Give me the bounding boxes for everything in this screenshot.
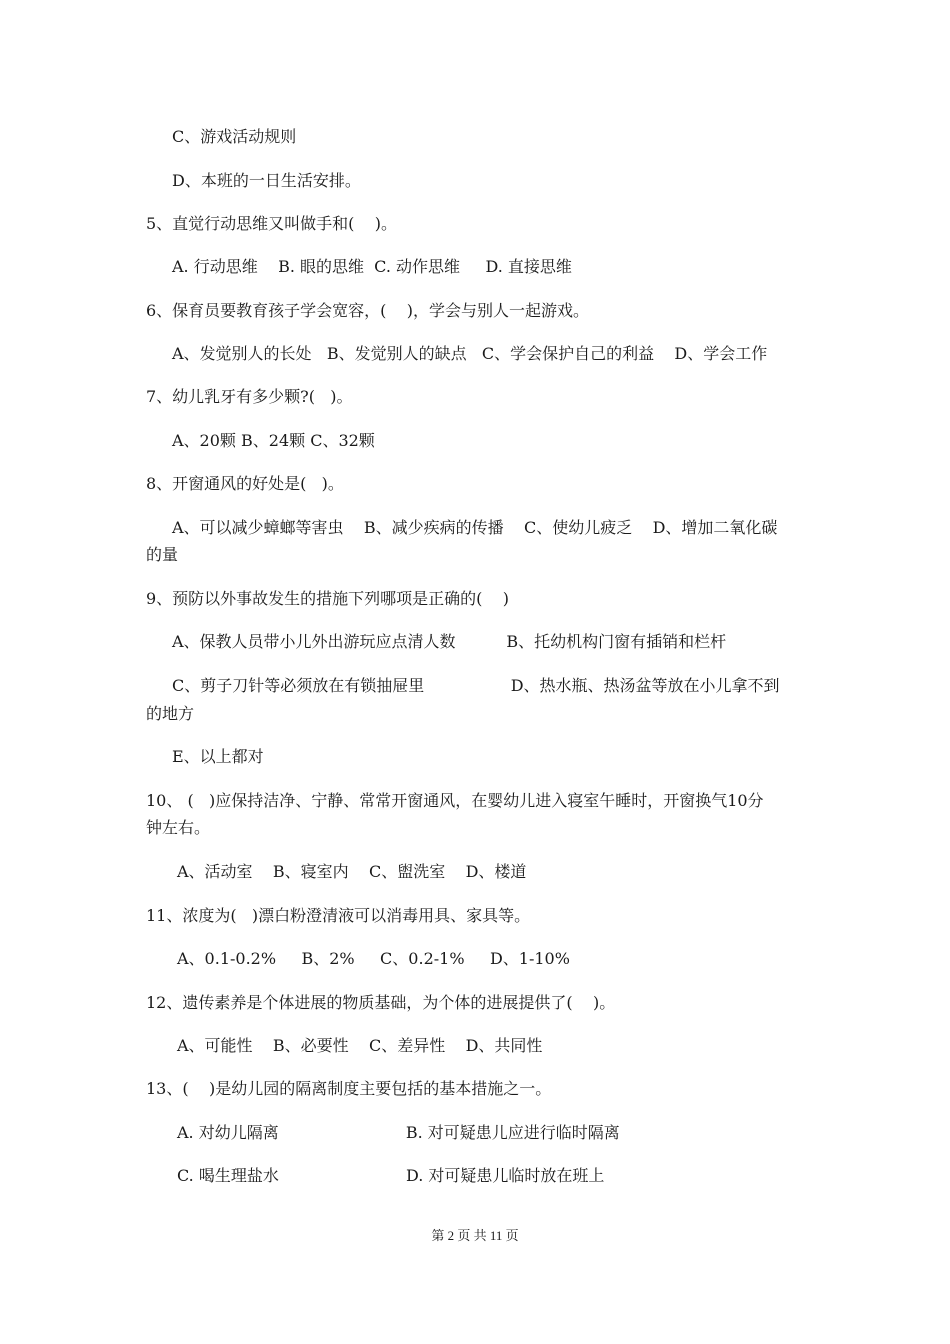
options-q13-ab: A. 对幼儿隔离 B. 对可疑患儿应进行临时隔离: [177, 1123, 620, 1142]
question-12: 12、遗传素养是个体进展的物质基础，为个体的进展提供了( )。: [146, 993, 616, 1012]
options-q9-ab: A、保教人员带小儿外出游玩应点清人数 B、托幼机构门窗有插销和栏杆: [172, 632, 727, 651]
options-q8-continued: 的量: [146, 545, 179, 564]
question-10-continued: 钟左右。: [146, 818, 211, 837]
option-e-q9: E、以上都对: [172, 747, 264, 766]
options-q9-cd: C、剪子刀针等必须放在有锁抽屉里 D、热水瓶、热汤盆等放在小儿拿不到: [172, 676, 780, 695]
question-6: 6、保育员要教育孩子学会宽容，( )，学会与别人一起游戏。: [146, 301, 590, 320]
options-q9-cd-continued: 的地方: [146, 704, 195, 723]
options-q7: A、20颗 B、24颗 C、32颗: [172, 431, 375, 450]
option-c-q4: C、游戏活动规则: [172, 127, 297, 146]
page-footer: 第 2 页 共 11 页: [431, 1228, 519, 1243]
question-13: 13、( )是幼儿园的隔离制度主要包括的基本措施之一。: [146, 1079, 552, 1098]
options-q6: A、发觉别人的长处 B、发觉别人的缺点 C、学会保护自己的利益 D、学会工作: [172, 344, 768, 363]
option-d-q4: D、本班的一日生活安排。: [172, 171, 361, 190]
question-8: 8、开窗通风的好处是( )。: [146, 474, 344, 493]
options-q12: A、可能性 B、必要性 C、差异性 D、共同性: [177, 1036, 543, 1055]
options-q8: A、可以减少蟑螂等害虫 B、减少疾病的传播 C、使幼儿疲乏 D、增加二氧化碳: [172, 518, 778, 537]
question-10: 10、 ( )应保持洁净、宁静、常常开窗通风，在婴幼儿进入寝室午睡时，开窗换气10分: [146, 791, 764, 810]
question-7: 7、幼儿乳牙有多少颗?( )。: [146, 387, 353, 406]
options-q13-cd: C. 喝生理盐水 D. 对可疑患儿临时放在班上: [177, 1166, 605, 1185]
options-q11: A、0.1-0.2% B、2% C、0.2-1% D、1-10%: [177, 949, 570, 968]
question-9: 9、预防以外事故发生的措施下列哪项是正确的( ): [146, 589, 510, 608]
question-5: 5、直觉行动思维又叫做手和( )。: [146, 214, 398, 233]
question-11: 11、浓度为( )漂白粉澄清液可以消毒用具、家具等。: [146, 906, 531, 925]
options-q10: A、活动室 B、寝室内 C、盥洗室 D、楼道: [177, 862, 527, 881]
options-q5: A. 行动思维 B. 眼的思维 C. 动作思维 D. 直接思维: [172, 257, 572, 276]
